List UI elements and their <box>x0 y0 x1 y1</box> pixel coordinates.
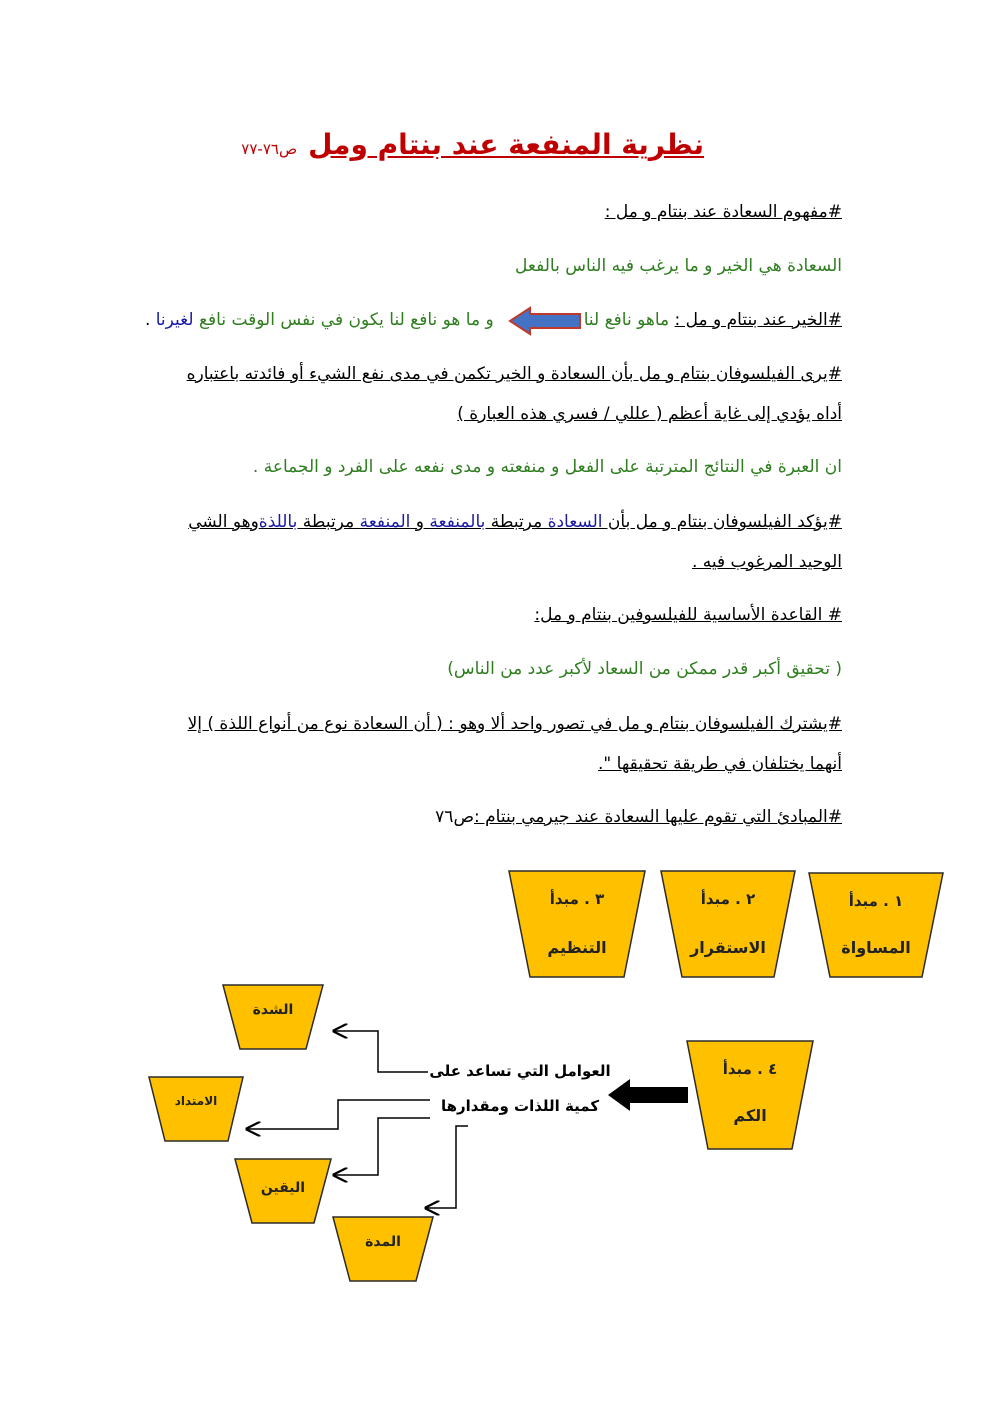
concept-heading: #مفهوم السعادة عند بنتام و مل : <box>604 202 842 222</box>
principle-2-name: الاستقرار <box>690 938 766 957</box>
principle-2-number: ٢ . مبدأ <box>700 890 756 908</box>
assert-h: باللذة <box>258 512 298 532</box>
factor-duration-label: المدة <box>365 1234 401 1250</box>
title-pages: ص٧٦-٧٧ <box>241 140 298 158</box>
principles-page: ص٧٦ <box>435 807 474 827</box>
assert-line-2: الوحيد المرغوب فيه . <box>691 552 842 572</box>
assert-a: #يؤكد الفيلسوفان بنتام و مل بأن <box>602 512 842 532</box>
principle-3-number: ٣ . مبدأ <box>549 890 605 908</box>
concept-definition: السعادة هي الخير و ما يرغب فيه الناس بالفعل <box>515 256 842 276</box>
rule-text: ( تحقيق أكبر قدر ممكن من السعاد لأكبر عدد من الناس) <box>447 659 842 679</box>
factors-line-2: كمية اللذات ومقدارها <box>440 1097 600 1115</box>
assert-b: السعادة <box>547 512 603 532</box>
principle-4-name: الكم <box>733 1106 767 1125</box>
good-heading: #الخير عند بنتام و مل : <box>674 310 842 330</box>
lesson-line: ان العبرة في النتائج المترتبة على الفعل و منفعته و مدى نفعه على الفرد و الجماعة . <box>252 457 842 477</box>
share-line-1: #يشترك الفيلسوفان بنتام و مل في تصور واحد ألا وهو : ( أن السعادة نوع من أنواع اللذة ) إلا <box>187 714 842 734</box>
assert-c: مرتبطة <box>485 512 548 532</box>
assert-e: و <box>410 512 430 532</box>
factor-box-extent <box>148 1076 244 1142</box>
share-line-2: أنهما يختلفان في طريقة تحقيقها ". <box>598 754 842 774</box>
principle-1-name: المساواة <box>841 938 911 957</box>
factor-certainty-label: اليقين <box>260 1180 306 1196</box>
rule-heading: # القاعدة الأساسية للفيلسوفين بنتام و مل: <box>534 605 842 625</box>
good-part1: ماهو نافع لنا <box>583 310 675 330</box>
principle-3-name: التنظيم <box>547 938 607 957</box>
factor-box-certainty <box>234 1158 332 1224</box>
view-line-2: أداه يؤدي إلى غاية أعظم ( عللي / فسري هذه العبارة ) <box>457 404 842 424</box>
factor-box-intensity <box>222 984 324 1050</box>
principle-4-number: ٤ . مبدأ <box>722 1060 778 1078</box>
assert-f: المنفعة <box>359 512 411 532</box>
good-part4: . <box>144 310 156 330</box>
title-main: نظرية المنفعة عند بنتام ومل <box>308 128 704 161</box>
factor-intensity-label: الشدة <box>252 1002 294 1018</box>
principles-heading: #المبادئ التي تقوم عليها السعادة عند جيرمي بنتام : <box>474 807 842 827</box>
principle-1-number: ١ . مبدأ <box>848 892 904 910</box>
good-part2: و ما هو نافع لنا يكون في نفس الوقت نافع <box>193 310 494 330</box>
assert-g: مرتبطة <box>297 512 360 532</box>
factor-extent-label: الامتداد <box>174 1094 218 1108</box>
good-part3: لغيرنا <box>155 310 194 330</box>
factors-line-1: العوامل التي تساعد على <box>429 1062 611 1080</box>
assert-i: وهو الشي <box>188 512 259 532</box>
assert-d: بالمنفعة <box>429 512 486 532</box>
view-line-1: #يرى الفيلسوفان بنتام و مل بأن السعادة و الخير تكمن في مدى نفع الشيء أو فائدته باعتباره <box>186 364 842 384</box>
factor-box-duration <box>332 1216 434 1282</box>
